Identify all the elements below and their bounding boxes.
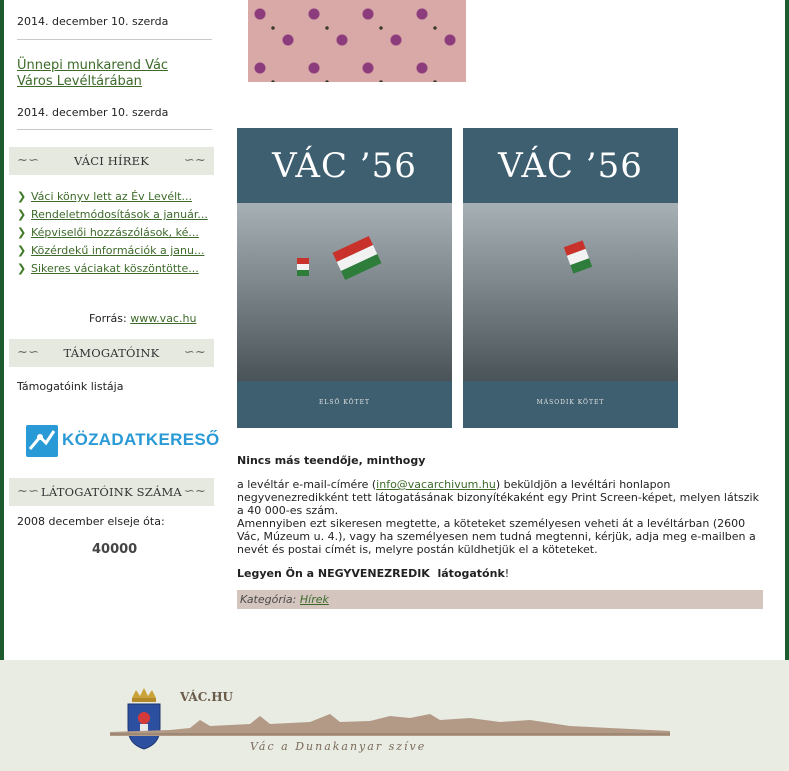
book-volume: MÁSODIK KÖTET: [536, 399, 605, 406]
news-item-link[interactable]: Képviselői hozzászólások, ké...: [31, 226, 199, 239]
vac-skyline-illustration: [110, 706, 670, 738]
paragraph-text: Amennyiben ezt sikeresen megtette, a köteteket személyesen veheti át a levéltárban (2600 Vác, Múzeum u. 4.), vagy ha személyesen nem tudná megtenni, kérjük, adja meg e-mailben a nevét és postai címét is, melyre postán küldhetjük el a köteteket.: [237, 517, 756, 556]
ornament-icon: ~∽: [17, 484, 40, 499]
paragraph-text: ) beküldjön a levéltári honlapon negyvenezredikként tett látogatásának bizonyítékaként egy Print Screen-képet, melyen látszik a 40 000-es szám.: [237, 478, 759, 517]
news-date: 2014. december 10. szerda: [17, 106, 169, 119]
list-item[interactable]: [17, 262, 217, 275]
news-item-link[interactable]: Rendeletmódosítások a január...: [31, 208, 208, 221]
historical-photo: [237, 203, 452, 381]
news-link[interactable]: Ünnepi munkarend Vác Város Levéltárában: [17, 58, 169, 89]
article-heading-text: Nincs más teendője, minthogy: [237, 454, 426, 467]
list-item[interactable]: [17, 190, 217, 203]
box-title: VÁCI HÍREK: [73, 154, 150, 168]
box-title: TÁMOGATÓINK: [63, 346, 160, 360]
divider: [17, 129, 212, 130]
arrow-right-icon: ❯: [17, 190, 27, 203]
footer-slogan: Vác a Dunakanyar szíve: [250, 740, 427, 753]
ornament-icon: ~∽: [17, 345, 40, 360]
ornament-icon: ∽~: [183, 345, 206, 360]
divider: [17, 39, 212, 40]
closing-punctuation: !: [504, 567, 510, 580]
book-title: VÁC ’56: [498, 146, 643, 186]
list-item[interactable]: [17, 208, 217, 221]
flag-icon: [297, 258, 309, 276]
news-item-link[interactable]: Sikeres váciakat köszöntötte...: [31, 262, 199, 275]
page-border-left: [0, 0, 4, 660]
book-title: VÁC ’56: [272, 146, 417, 186]
book-cover-volume-1: [237, 128, 452, 428]
arrow-right-icon: ❯: [17, 208, 27, 221]
flag-icon: [333, 236, 382, 280]
vaci-hirek-list: [17, 190, 217, 280]
news-date: 2014. december 10. szerda: [17, 15, 169, 28]
source-line: [89, 312, 196, 325]
list-item[interactable]: [17, 244, 217, 257]
email-link[interactable]: info@vacarchivum.hu: [376, 478, 496, 491]
kozadatkereso-logo[interactable]: [26, 425, 220, 457]
category-link[interactable]: Hírek: [299, 593, 329, 606]
supporters-list-link[interactable]: Támogatóink listája: [17, 380, 124, 393]
closing-bold-text: Legyen Ön a NEGYVENEZREDIK látogatónk: [237, 567, 505, 580]
article-heading: [237, 454, 765, 467]
category-label: Kategória:: [240, 593, 297, 606]
arrow-right-icon: ❯: [17, 262, 27, 275]
flag-icon: [564, 240, 592, 273]
tamogatoink-heading: [9, 339, 214, 367]
visitor-counter: 40000: [92, 542, 138, 557]
arrow-right-icon: ❯: [17, 244, 27, 257]
ornament-icon: ∽~: [183, 153, 206, 168]
page-border-right: [785, 0, 789, 660]
news-item-link[interactable]: Közérdekű információk a janu...: [31, 244, 205, 257]
paragraph-text: a levéltár e-mail-címére (: [237, 478, 377, 491]
logo-text: KÖZADATKERESŐ: [62, 430, 220, 449]
book-cover-volume-2: [463, 128, 678, 428]
historical-photo: [463, 203, 678, 381]
book-volume: ELSŐ KÖTET: [319, 399, 370, 406]
vac-hu-logo-text[interactable]: VÁC.HU: [180, 690, 234, 704]
latogatoink-heading: [9, 478, 214, 506]
visitor-since-text: 2008 december elseje óta:: [17, 515, 165, 528]
source-label: Forrás:: [89, 312, 127, 325]
closing-line: [237, 567, 765, 580]
source-link[interactable]: www.vac.hu: [130, 312, 197, 325]
ornament-icon: ~∽: [17, 153, 40, 168]
list-item[interactable]: [17, 226, 217, 239]
arrow-right-icon: ❯: [17, 226, 27, 239]
box-title: LÁTOGATÓINK SZÁMA: [41, 485, 182, 499]
kozadat-logo-icon: [26, 425, 58, 457]
ornament-icon: ∽~: [183, 484, 206, 499]
news-item-link[interactable]: Váci könyv lett az Év Levélt...: [31, 190, 192, 203]
article-body: [237, 478, 765, 556]
category-bar: [237, 590, 763, 609]
decorative-fabric-image: [248, 0, 466, 82]
vaci-hirek-heading: [9, 147, 214, 175]
